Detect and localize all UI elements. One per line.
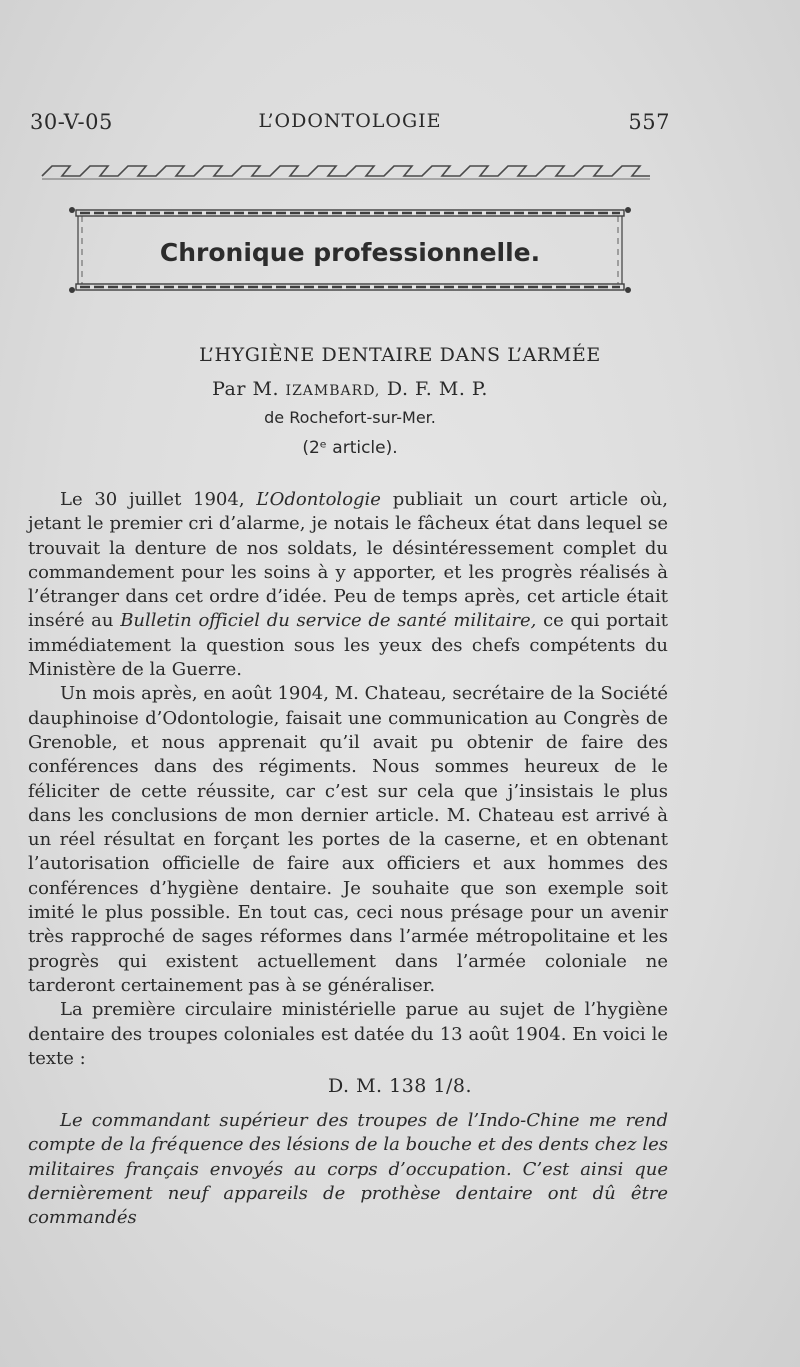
header-journal: L’ODONTOLOGIE (258, 110, 442, 132)
byline (0, 378, 700, 400)
article-part: (2ᵉ article). (302, 438, 398, 458)
circular-quote (28, 1109, 668, 1230)
running-header (30, 110, 670, 140)
circular-reference: D. M. 138 1/8. (327, 1075, 473, 1097)
journal-reference: L’Odontologie (256, 489, 381, 510)
paragraph: Un mois après, en août 1904, M. Chateau, secrétaire de la Société dauphinoise d’Odontologie, faisait une communication au Congrès de Grenoble, et nous apprenait qu’il avait pu obtenir de faire des conférences dans des régiments. Nous sommes heureux de le féliciter de cette réussite, car c’est sur cela que j’insistais le plus dans les conclusions de mon dernier article. M. Chateau est arrivé à un réel résultat en forçant les portes de la caserne, et en obtenant l’autorisation officielle de faire aux officiers et aux hommes des conférences d’hygiène dentaire. Je souhaite que son exemple soit imité le plus possible. En tout cas, ceci nous présage pour un avenir très rapproché de sages réformes dans l’armée métropolitaine et les progrès qui existent actuellement dans l’armée coloniale ne tarderont certainement pas à se généraliser. (28, 683, 668, 996)
header-date: 30-V-05 (30, 110, 113, 134)
page-number: 557 (628, 110, 670, 134)
paragraph: Le 30 juillet 1904, L’Odontologie publiait un court article où, jetant le premier cri d’alarme, je notais le fâcheux état dans lequel se trouvait la denture de nos soldats, le désintéressement complet du commandement pour les soins à y apporter, et les progrès réalisés à l’étranger dans cet ordre d’idée. Peu de temps après, cet article était inséré au Bulletin officiel du service de santé militaire, ce qui portait immédiatement la question sous les yeux des chefs compétents du Ministère de la Guerre. (28, 489, 668, 681)
author-affiliation: de Rochefort-sur-Mer. (264, 408, 436, 427)
author-name: IZAMBARD, (285, 383, 381, 399)
paragraph: La première circulaire ministérielle parue au sujet de l’hygiène dentaire des troupes coloniales est datée du 13 août 1904. En voici le texte : (28, 999, 668, 1069)
quote-paragraph: Le commandant supérieur des troupes de l’Indo-Chine me rend compte de la fréquence des lésions de la bouche et des dents chez les militaires français envoyés au corps d’occupation. C’est ainsi que dernièrement neuf appareils de prothèse dentaire ont dû être commandés (28, 1110, 668, 1229)
article-body (28, 488, 668, 1071)
author-degree: D. F. M. P. (386, 378, 488, 400)
byline-prefix: Par M. (212, 378, 279, 400)
ornamental-rule (40, 160, 652, 182)
section-title: Chronique professionnelle. (159, 238, 541, 267)
article-title: L’HYGIÈNE DENTAIRE DANS L’ARMÉE (199, 344, 601, 366)
section-frame (66, 202, 634, 298)
bulletin-reference: Bulletin officiel du service de santé militaire, (120, 610, 537, 632)
